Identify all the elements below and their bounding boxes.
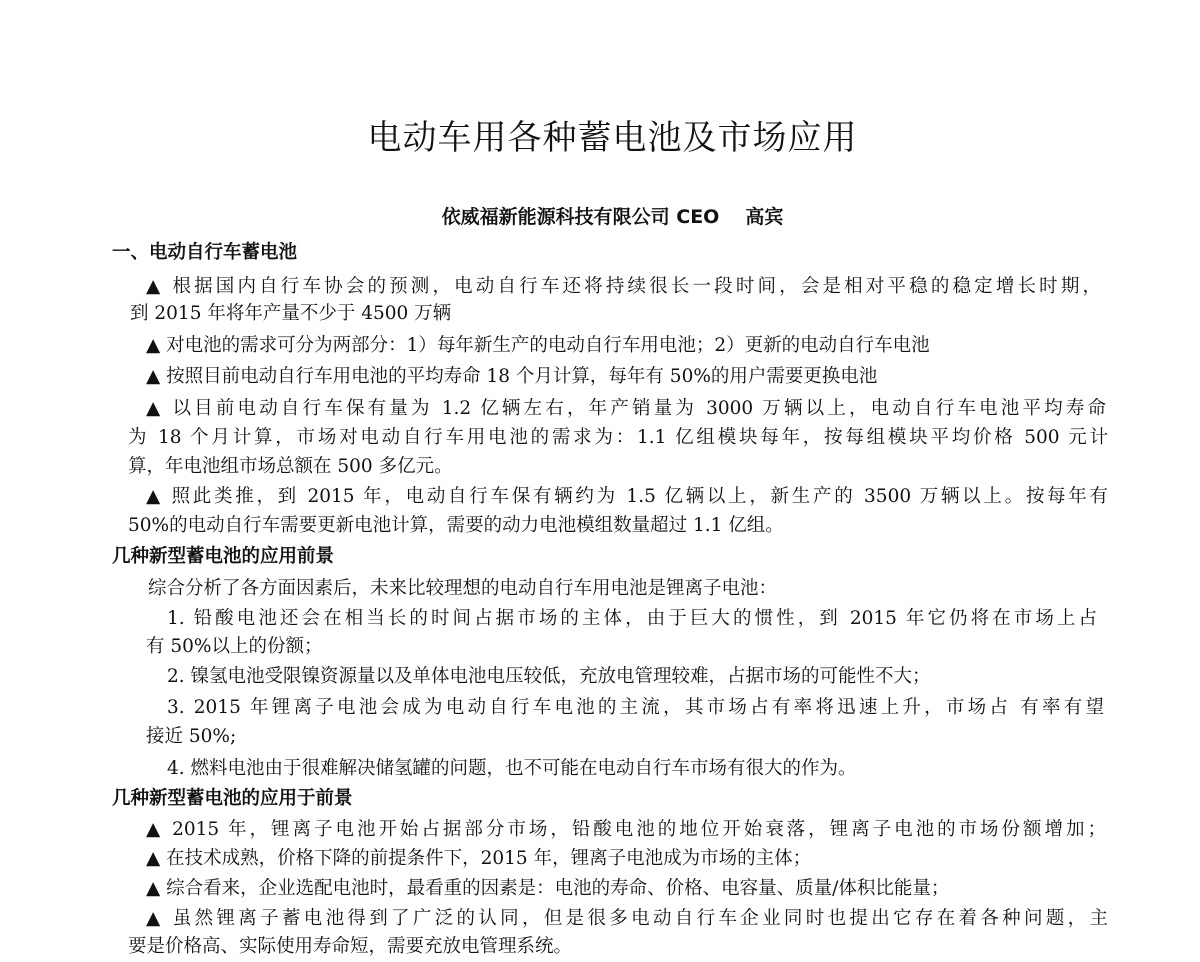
paragraph-line: 50%的电动自行车需要更新电池计算，需要的动力电池模组数量超过 1.1 亿组。 — [128, 515, 784, 536]
paragraph-line: ▲ 根据国内自行车协会的预测，电动自行车还将持续很长一段时间，会是相对平稳的稳定增长时期， — [146, 276, 1101, 297]
triangle-bullet-icon: ▲ — [146, 398, 164, 419]
section-heading-1: 一、电动自行车蓄电池 — [112, 242, 298, 263]
section-heading-3: 几种新型蓄电池的应用于前景 — [112, 788, 353, 809]
triangle-bullet-icon: ▲ — [146, 908, 164, 929]
paragraph-line: ▲ 在技术成熟，价格下降的前提条件下，2015 年，锂离子电池成为市场的主体； — [146, 848, 812, 869]
paragraph-line: ▲ 对电池的需求可分为两部分：1）每年新生产的电动自行车用电池；2）更新的电动自行车电池 — [146, 335, 930, 356]
paragraph-line: ▲ 2015 年，锂离子电池开始占据部分市场，铅酸电池的地位开始衰落，锂离子电池的市场份额增加； — [146, 819, 1106, 840]
paragraph-line: ▲ 以目前电动自行车保有量为 1.2 亿辆左右，年产销量为 3000 万辆以上，电动自行车电池平均寿命 — [146, 398, 1107, 419]
triangle-bullet-icon: ▲ — [146, 486, 163, 507]
list-item: 接近 50%; — [146, 726, 237, 747]
document-title: 电动车用各种蓄电池及市场应用 — [367, 118, 858, 158]
paragraph-line: ▲ 按照目前电动自行车用电池的平均寿命 18 个月计算，每年有 50%的用户需要更换电池 — [146, 366, 878, 387]
triangle-bullet-icon: ▲ — [146, 848, 161, 869]
paragraph-line: 为 18 个月计算，市场对电动自行车用电池的需求为：1.1 亿组模块每年，按每组模块平均价格 500 元计 — [128, 427, 1108, 448]
paragraph-line: ▲ 虽然锂离子蓄电池得到了广泛的认同，但是很多电动自行车企业同时也提出它存在着各种问题，主 — [146, 908, 1108, 929]
list-item: 1. 铅酸电池还会在相当长的时间占据市场的主体，由于巨大的惯性，到 2015 年它仍将在市场上占 — [167, 608, 1097, 629]
paragraph-line: ▲ 照此类推，到 2015 年，电动自行车保有辆约为 1.5 亿辆以上，新生产的 3500 万辆以上。按每年有 — [146, 486, 1108, 507]
list-item: 3. 2015 年锂离子电池会成为电动自行车电池的主流，其市场占有率将迅速上升，市场占 有率有望 — [167, 697, 1104, 718]
paragraph-line: ▲ 综合看来，企业选配电池时，最看重的因素是：电池的寿命、价格、电容量、质量/体积比能量； — [146, 878, 950, 899]
list-item: 4. 燃料电池由于很难解决储氢罐的问题，也不可能在电动自行车市场有很大的作为。 — [167, 758, 857, 779]
triangle-bullet-icon: ▲ — [146, 366, 161, 387]
author-name: 高宾 — [745, 206, 784, 228]
triangle-bullet-icon: ▲ — [146, 819, 164, 840]
paragraph-line: 到 2015 年将年产量不少于 4500 万辆 — [130, 303, 452, 324]
triangle-bullet-icon: ▲ — [146, 335, 161, 356]
section-heading-2: 几种新型蓄电池的应用前景 — [112, 546, 335, 567]
paragraph-line: 要是价格高、实际使用寿命短，需要充放电管理系统。 — [128, 936, 573, 957]
author-company: 依威福新能源科技有限公司 CEO — [441, 206, 720, 228]
paragraph-line: 算，年电池组市场总额在 500 多亿元。 — [128, 456, 453, 477]
paragraph-line: 综合分析了各方面因素后，未来比较理想的电动自行车用电池是锂离子电池： — [148, 578, 778, 599]
triangle-bullet-icon: ▲ — [146, 276, 164, 297]
list-item: 2. 镍氢电池受限镍资源量以及单体电池电压较低，充放电管理较难，占据市场的可能性不大； — [167, 666, 931, 687]
triangle-bullet-icon: ▲ — [146, 878, 161, 899]
list-item: 有 50%以上的份额； — [146, 636, 323, 657]
author-line — [0, 203, 1200, 231]
